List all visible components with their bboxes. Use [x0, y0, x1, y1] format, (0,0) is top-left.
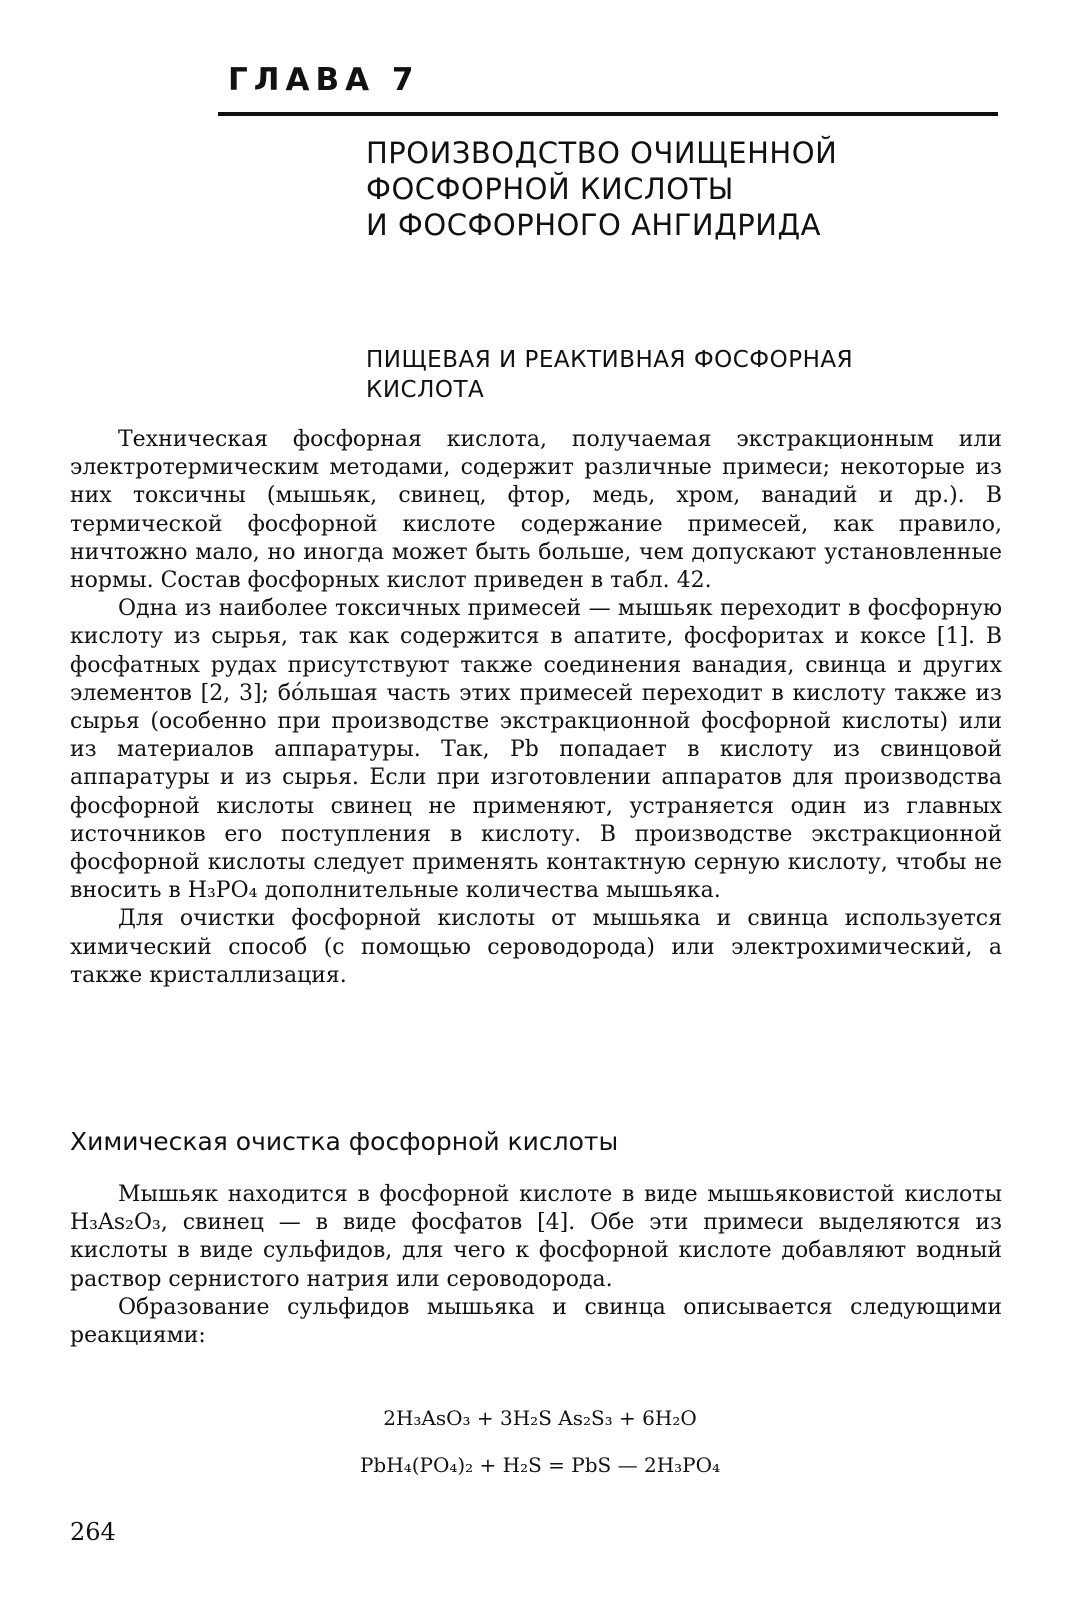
- header-rule: [218, 112, 998, 116]
- chapter-title-line: ПРОИЗВОДСТВО ОЧИЩЕННОЙ: [366, 136, 838, 170]
- chapter-title: [366, 135, 986, 243]
- paragraph: Для очистки фосфорной кислоты от мышьяка и свинца используется химический способ (с помощью сероводорода) или электрохимический, а также кристаллизация.: [70, 906, 1002, 988]
- reaction-equation: 2H₃AsO₃ + 3H₂S As₂S₃ + 6H₂O: [383, 1406, 697, 1430]
- paragraph: Одна из наиболее токсичных примесей — мышьяк переходит в фосфорную кислоту из сырья, так как содержится в апатите, фосфоритах и коксе [1]. В фосфатных рудах присутствуют также соединения ванадия, свинца и других элементов [2, 3]; бо́льшая часть этих примесей переходит в кислоту также из сырья (особенно при производстве экстракционной фосфорной кислоты) или из материалов аппаратуры. Так, Pb попадает в кислоту из свинцовой аппаратуры и из сырья. Если при изготовлении аппаратов для производства фосфорной кислоты свинец не применяют, устраняется один из главных источников его поступления в кислоту. В производстве экстракционной фосфорной кислоты следует применять контактную серную кислоту, чтобы не вносить в H₃PO₄ дополнительные количества мышьяка.: [70, 596, 1002, 904]
- subsection-title: Химическая очистка фосфорной кислоты: [70, 1127, 619, 1156]
- section-body: [70, 426, 1002, 990]
- paragraph: Мышьяк находится в фосфорной кислоте в виде мышьяковистой кислоты H₃As₂O₃, свинец — в виде фосфатов [4]. Обе эти примеси выделяются из кислоты в виде сульфидов, для чего к фосфорной кислоте добавляют водный раствор сернистого натрия или сероводорода.: [70, 1182, 1002, 1292]
- paragraph: Образование сульфидов мышьяка и свинца описывается следующими реакциями:: [70, 1294, 1002, 1349]
- chapter-label: ГЛАВА 7: [228, 62, 420, 98]
- subsection-body: [70, 1181, 1002, 1350]
- section-title-line: КИСЛОТА: [366, 377, 485, 403]
- chapter-title-line: И ФОСФОРНОГО АНГИДРИДА: [366, 208, 821, 242]
- paragraph: Техническая фосфорная кислота, получаемая экстракционным или электротермическим методами, содержит различные примеси; некоторые из них токсичны (мышьяк, свинец, фтор, медь, хром, ванадий и др.). В термической фосфорной кислоте содержание примесей, как правило, ничтожно мало, но иногда может быть больше, чем допускают установленные нормы. Состав фосфорных кислот приведен в табл. 42.: [70, 427, 1002, 594]
- section-title-line: ПИЩЕВАЯ И РЕАКТИВНАЯ ФОСФОРНАЯ: [366, 347, 854, 373]
- reaction-equation: PbH₄(PO₄)₂ + H₂S = PbS — 2H₃PO₄: [359, 1453, 721, 1477]
- section-title: [366, 345, 986, 405]
- chapter-title-line: ФОСФОРНОЙ КИСЛОТЫ: [366, 172, 734, 206]
- page-number: 264: [70, 1518, 116, 1546]
